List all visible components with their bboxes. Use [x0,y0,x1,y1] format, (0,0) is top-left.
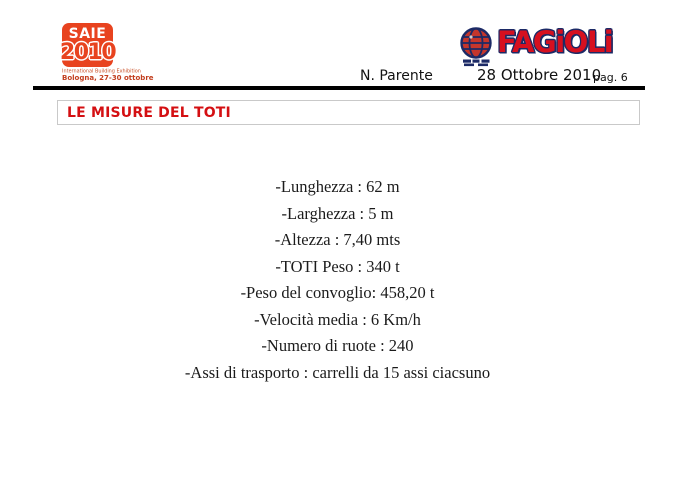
measure-line-ruote: -Numero di ruote : 240 [261,336,414,355]
title-box [57,100,640,125]
header-divider-rule [33,86,645,90]
page-title: LE MISURE DEL TOTI [67,104,231,121]
author-name: N. Parente [360,68,433,84]
page-number: pag. 6 [593,71,628,84]
measure-line-toti-peso: -TOTI Peso : 340 t [275,256,400,276]
saie-logo [59,23,116,67]
measure-line-velocita: -Velocità media : 6 Km/h [254,309,421,329]
saie-subtitle-line1: International Building Exhibition [62,68,141,74]
measure-line-larghezza: -Larghezza : 5 m [281,203,394,223]
measure-line-lunghezza: -Lunghezza : 62 m [275,177,400,196]
measurements-list [35,174,640,386]
header-date: 28 Ottobre 2010 [477,66,602,84]
measure-line-peso-convoglio: -Peso del convoglio: 458,20 t [240,283,435,302]
saie-logo-year: 2010 [59,40,116,65]
fagioli-logo-wordmark: FAGiOLi [497,25,613,59]
saie-subtitle-line2: Bologna, 27-30 ottobre [62,74,154,82]
globe-icon [458,26,494,68]
measure-line-assi: -Assi di trasporto : carrelli da 15 assi ciacsuno [184,362,491,382]
saie-logo-name: SAIE [68,26,107,42]
measure-line-altezza: -Altezza : 7,40 mts [274,230,401,249]
